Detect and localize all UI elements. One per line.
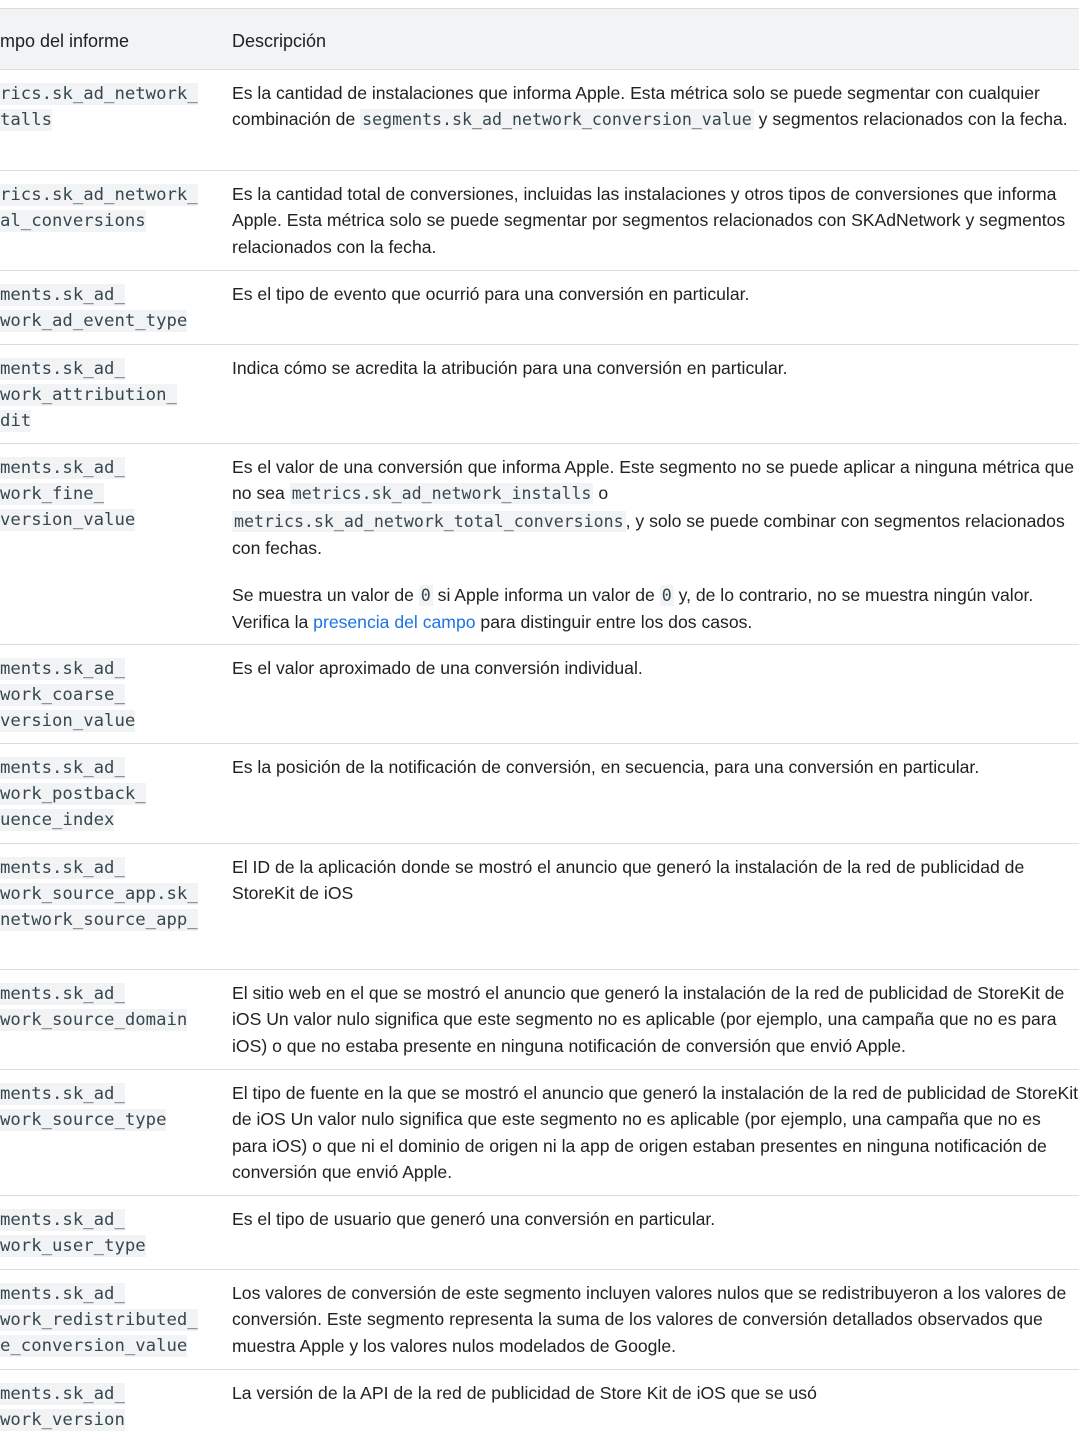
field-code: work_redistributed_ — [0, 1310, 198, 1330]
field-code: talls — [0, 110, 53, 130]
table-row — [0, 271, 1079, 345]
field-code: rics.sk_ad_network_ — [0, 185, 198, 205]
field-code: al_conversions — [0, 211, 146, 231]
field-code: ments.sk_ad_ — [0, 1210, 125, 1230]
field-code: ments.sk_ad_ — [0, 659, 125, 679]
field-description: Es la posición de la notificación de conversión, en secuencia, para una conversión en particular. — [232, 757, 980, 777]
field-description: El ID de la aplicación donde se mostró el anuncio que generó la instalación de la red de publicidad de StoreKit de iOS — [232, 857, 1025, 904]
field-code: work_attribution_ — [0, 385, 177, 405]
field-code: ments.sk_ad_ — [0, 758, 125, 778]
field-name — [0, 1081, 212, 1133]
field-code: work_postback_ — [0, 784, 146, 804]
field-name — [0, 1381, 212, 1433]
field-code: ments.sk_ad_ — [0, 359, 125, 379]
field-code: ments.sk_ad_ — [0, 285, 125, 305]
inline-code: metrics.sk_ad_network_installs — [291, 484, 592, 504]
field-name — [0, 455, 212, 533]
field-code: ments.sk_ad_ — [0, 1084, 125, 1104]
field-name — [0, 81, 212, 133]
field-code: work_fine_ — [0, 484, 105, 504]
table-row — [0, 444, 1079, 645]
header-description: Descripción — [232, 31, 327, 51]
field-description: El tipo de fuente en la que se mostró el anuncio que generó la instalación de la red de publicidad de StoreKit de iOS Un valor nulo significa que este segmento no es aplicable (por ejemplo, una campaña que no es para iOS) o que ni el dominio de origen ni la app de origen estaban presentes en ninguna notificación de conversión que envió Apple. — [232, 1083, 1079, 1182]
field-description: La versión de la API de la red de publicidad de Store Kit de iOS que se usó — [232, 1383, 817, 1403]
field-code: uence_index — [0, 810, 115, 830]
inline-code: metrics.sk_ad_network_total_conversions — [234, 511, 624, 531]
table-row — [0, 70, 1079, 171]
field-code: version_value — [0, 510, 136, 530]
field-code: work_source_domain — [0, 1010, 188, 1030]
field-code: version_value — [0, 711, 136, 731]
field-code: work_coarse_ — [0, 685, 125, 705]
field-code: work_source_app.sk_ — [0, 884, 198, 904]
table-row — [0, 171, 1079, 271]
field-description: Indica cómo se acredita la atribución para una conversión en particular. — [232, 358, 788, 378]
field-name — [0, 755, 212, 833]
field-description: Es la cantidad de instalaciones que informa Apple. Esta métrica solo se puede segmentar con cualquier combinación de segments.sk_ad_network_conversion_value y segmentos relacionados con la fecha. — [232, 83, 1068, 130]
field-code: ments.sk_ad_ — [0, 1384, 125, 1404]
table-row — [0, 1070, 1079, 1196]
field-name — [0, 356, 212, 434]
field-name — [0, 1281, 212, 1359]
table-row — [0, 645, 1079, 744]
table-row — [0, 1196, 1079, 1270]
table-header — [0, 8, 1079, 70]
field-description: El sitio web en el que se mostró el anuncio que generó la instalación de la red de publicidad de StoreKit de iOS Un valor nulo significa que este segmento no es aplicable (por ejemplo, una campaña que no es para iOS) o que no estaba presente en ninguna notificación de conversión que envió Apple. — [232, 983, 1065, 1056]
inline-code: segments.sk_ad_network_conversion_value — [362, 110, 752, 130]
field-description: Es el valor de una conversión que informa Apple. Este segmento no se puede aplicar a ninguna métrica que no sea metrics.sk_ad_network_installs o metrics.sk_ad_network_total_conversions , y solo se puede combinar con segmentos relacionados con fechas. Se muestra un valor de 0 si Apple informa un valor de 0 y, de lo contrario, no se muestra ningún valor. Verifica la presencia del campo para distinguir entre los dos casos. — [232, 457, 1075, 633]
field-name — [0, 981, 212, 1033]
field-code: ments.sk_ad_ — [0, 458, 125, 478]
field-name — [0, 656, 212, 734]
field-description: Es el tipo de evento que ocurrió para una conversión en particular. — [232, 284, 750, 304]
table-row — [0, 1270, 1079, 1370]
field-code: dit — [0, 411, 32, 431]
field-code: network_source_app_ — [0, 910, 198, 930]
table-row — [0, 844, 1079, 970]
inline-code: 0 — [661, 586, 672, 606]
field-presence-link[interactable]: presencia del campo — [313, 612, 476, 633]
field-code: ments.sk_ad_ — [0, 1284, 125, 1304]
field-code: ments.sk_ad_ — [0, 858, 125, 878]
field-description: Los valores de conversión de este segmento incluyen valores nulos que se redistribuyeron a los valores de conversión. Este segmento representa la suma de los valores de conversión detallados observados que muestra Apple y los valores nulos modelados de Google. — [232, 1283, 1067, 1356]
table-row — [0, 744, 1079, 844]
field-code: work_ad_event_type — [0, 311, 188, 331]
field-code: work_user_type — [0, 1236, 146, 1256]
field-name — [0, 855, 212, 933]
field-code: rics.sk_ad_network_ — [0, 84, 198, 104]
field-code: e_conversion_value — [0, 1336, 188, 1356]
field-description: Es el tipo de usuario que generó una conversión en particular. — [232, 1209, 716, 1229]
field-description: Es el valor aproximado de una conversión individual. — [232, 658, 643, 678]
inline-code: 0 — [420, 586, 431, 606]
table-row — [0, 970, 1079, 1070]
field-description: Es la cantidad total de conversiones, incluidas las instalaciones y otros tipos de conversiones que informa Apple. Esta métrica solo se puede segmentar por segmentos relacionados con SKAdNetwork y segmentos relacionados con la fecha. — [232, 184, 1066, 257]
field-code: work_version — [0, 1410, 125, 1430]
field-name — [0, 282, 212, 334]
field-code: work_source_type — [0, 1110, 167, 1130]
field-name — [0, 182, 212, 234]
table-row — [0, 345, 1079, 444]
field-name — [0, 1207, 212, 1259]
header-field-name: mpo del informe — [0, 31, 130, 51]
field-code: ments.sk_ad_ — [0, 984, 125, 1004]
table-row — [0, 1370, 1079, 1439]
